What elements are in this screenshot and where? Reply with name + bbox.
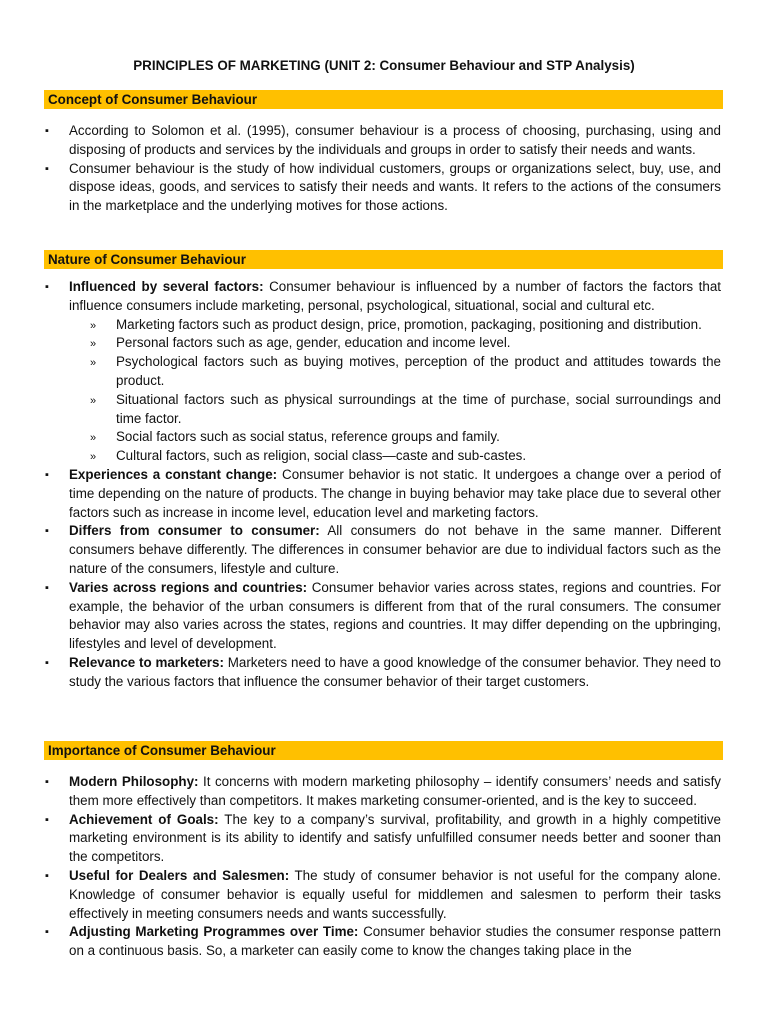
double-chevron-icon: »: [90, 451, 97, 464]
sub-list-item: [90, 316, 721, 335]
bullet-text: The study of consumer behavior is not useful for the company alone. Knowledge of consumer behavior is equally useful for middlemen and salesmen to perform their tasks effectively in meeting consumers needs and wants successfully.: [69, 867, 721, 921]
bullet-lead: Useful for Dealers and Salesmen:: [69, 867, 290, 883]
sub-list-item: [90, 334, 721, 353]
bullet-lead: Varies across regions and countries:: [69, 579, 308, 595]
bullet-lead: Achievement of Goals:: [69, 811, 219, 827]
sub-item-text: Situational factors such as physical surroundings at the time of purchase, social surroundings and time factor.: [116, 391, 721, 426]
list-item: [45, 160, 721, 216]
bullet-lead: Modern Philosophy:: [69, 774, 199, 789]
concept-bullet-list: [0, 122, 768, 216]
bullet-text: Consumer behaviour is the study of how individual customers, groups or organizations select, buy, use, and dispose ideas, goods, and services to satisfy their needs and wants. It refers to the actions of the consumers in the marketplace and the underlying motives for those actions.: [69, 160, 721, 214]
bullet-text: Marketers need to have a good knowledge of the consumer behavior. They need to study the various factors that influence the consumer behavior of their target customers.: [69, 654, 721, 689]
list-item: [45, 773, 721, 811]
bullet-text: Consumer behavior studies the consumer response pattern on a continuous basis. So, a marketer can easily come to know the changes taking place in the: [69, 924, 721, 959]
double-chevron-icon: »: [90, 394, 97, 407]
sub-item-text: Psychological factors such as buying motives, perception of the product and attitudes towards the product.: [116, 354, 721, 388]
sub-item-text: Personal factors such as age, gender, education and income level.: [116, 335, 511, 351]
double-chevron-icon: »: [90, 357, 97, 370]
sub-item-text: Cultural factors, such as religion, social class—caste and sub-castes.: [116, 448, 527, 464]
bullet-text: Consumer behavior is not static. It undergoes a change over a period of time depending on the nature of products. The change in buying behavior may take place due to several other factors such as increase in income level, education level and marketing factors.: [69, 466, 721, 520]
section-heading-importance: Importance of Consumer Behaviour: [44, 741, 723, 760]
importance-bullet-list: [0, 773, 768, 961]
list-item: [45, 522, 721, 578]
sub-list-item: [90, 447, 721, 466]
bullet-lead: Experiences a constant change:: [69, 466, 278, 482]
section-heading-concept: Concept of Consumer Behaviour: [44, 90, 723, 109]
bullet-text: All consumers do not behave in the same manner. Different consumers behave differently. The differences in consumer behavior are due to individual factors such as the nature of the consumers, lifestyle and culture.: [69, 523, 721, 576]
list-item: [45, 278, 721, 316]
square-bullet-icon: ▪: [45, 525, 49, 538]
square-bullet-icon: ▪: [45, 813, 49, 826]
sub-list-item: [90, 353, 721, 391]
square-bullet-icon: ▪: [45, 281, 49, 293]
bullet-lead: Relevance to marketers:: [69, 654, 224, 670]
nature-bullet-list: [0, 278, 768, 692]
double-chevron-icon: »: [90, 319, 97, 332]
bullet-lead: Adjusting Marketing Programmes over Time:: [69, 924, 359, 940]
double-chevron-icon: »: [90, 432, 97, 445]
sub-item-text: Social factors such as social status, reference groups and family.: [116, 429, 500, 445]
list-item: [45, 579, 721, 654]
sub-item-text: Marketing factors such as product design, price, promotion, packaging, positioning and distribution.: [116, 316, 702, 332]
sub-list-item: [90, 428, 721, 447]
double-chevron-icon: »: [90, 338, 97, 351]
page-title: PRINCIPLES OF MARKETING (UNIT 2: Consumer Behaviour and STP Analysis): [133, 58, 635, 73]
bullet-text: It concerns with modern marketing philosophy – identify consumers’ needs and satisfy them more effectively than competitors. It makes marketing consumer-oriented, and is the key to succeed.: [69, 774, 721, 808]
list-item: [45, 122, 721, 160]
square-bullet-icon: ▪: [45, 656, 49, 669]
bullet-text: The key to a company’s survival, profitability, and growth in a highly competitive marketing environment is its ability to identify and satisfy unfulfilled consumer needs better and sooner than the competitors.: [69, 811, 721, 865]
list-item: [45, 654, 721, 692]
bullet-lead: Influenced by several factors:: [69, 279, 264, 294]
list-item: [45, 466, 721, 522]
list-item: [45, 811, 721, 867]
square-bullet-icon: ▪: [45, 581, 49, 594]
square-bullet-icon: ▪: [45, 776, 49, 788]
list-item: [45, 923, 721, 961]
square-bullet-icon: ▪: [45, 125, 49, 137]
square-bullet-icon: ▪: [45, 468, 49, 481]
square-bullet-icon: ▪: [45, 926, 49, 939]
square-bullet-icon: ▪: [45, 869, 49, 882]
bullet-text: According to Solomon et al. (1995), consumer behaviour is a process of choosing, purchasing, using and disposing of products and services by the individuals and groups in order to satisfy their needs and wants.: [69, 123, 721, 157]
sub-list-item: [90, 391, 721, 429]
section-heading-nature: Nature of Consumer Behaviour: [44, 250, 723, 269]
bullet-text: Consumer behaviour is influenced by a number of factors the factors that influence consumers include marketing, personal, psychological, situational, social and cultural etc.: [69, 279, 721, 313]
bullet-lead: Differs from consumer to consumer:: [69, 523, 320, 539]
bullet-text: Consumer behavior varies across states, regions and countries. For example, the behavior of the urban consumers is different from that of the rural consumers. The consumer behavior may also varies across the states, regions and countries. It may differ depending on the upbringing, lifestyles and level of development.: [69, 579, 721, 652]
square-bullet-icon: ▪: [45, 162, 49, 175]
list-item: [45, 867, 721, 923]
